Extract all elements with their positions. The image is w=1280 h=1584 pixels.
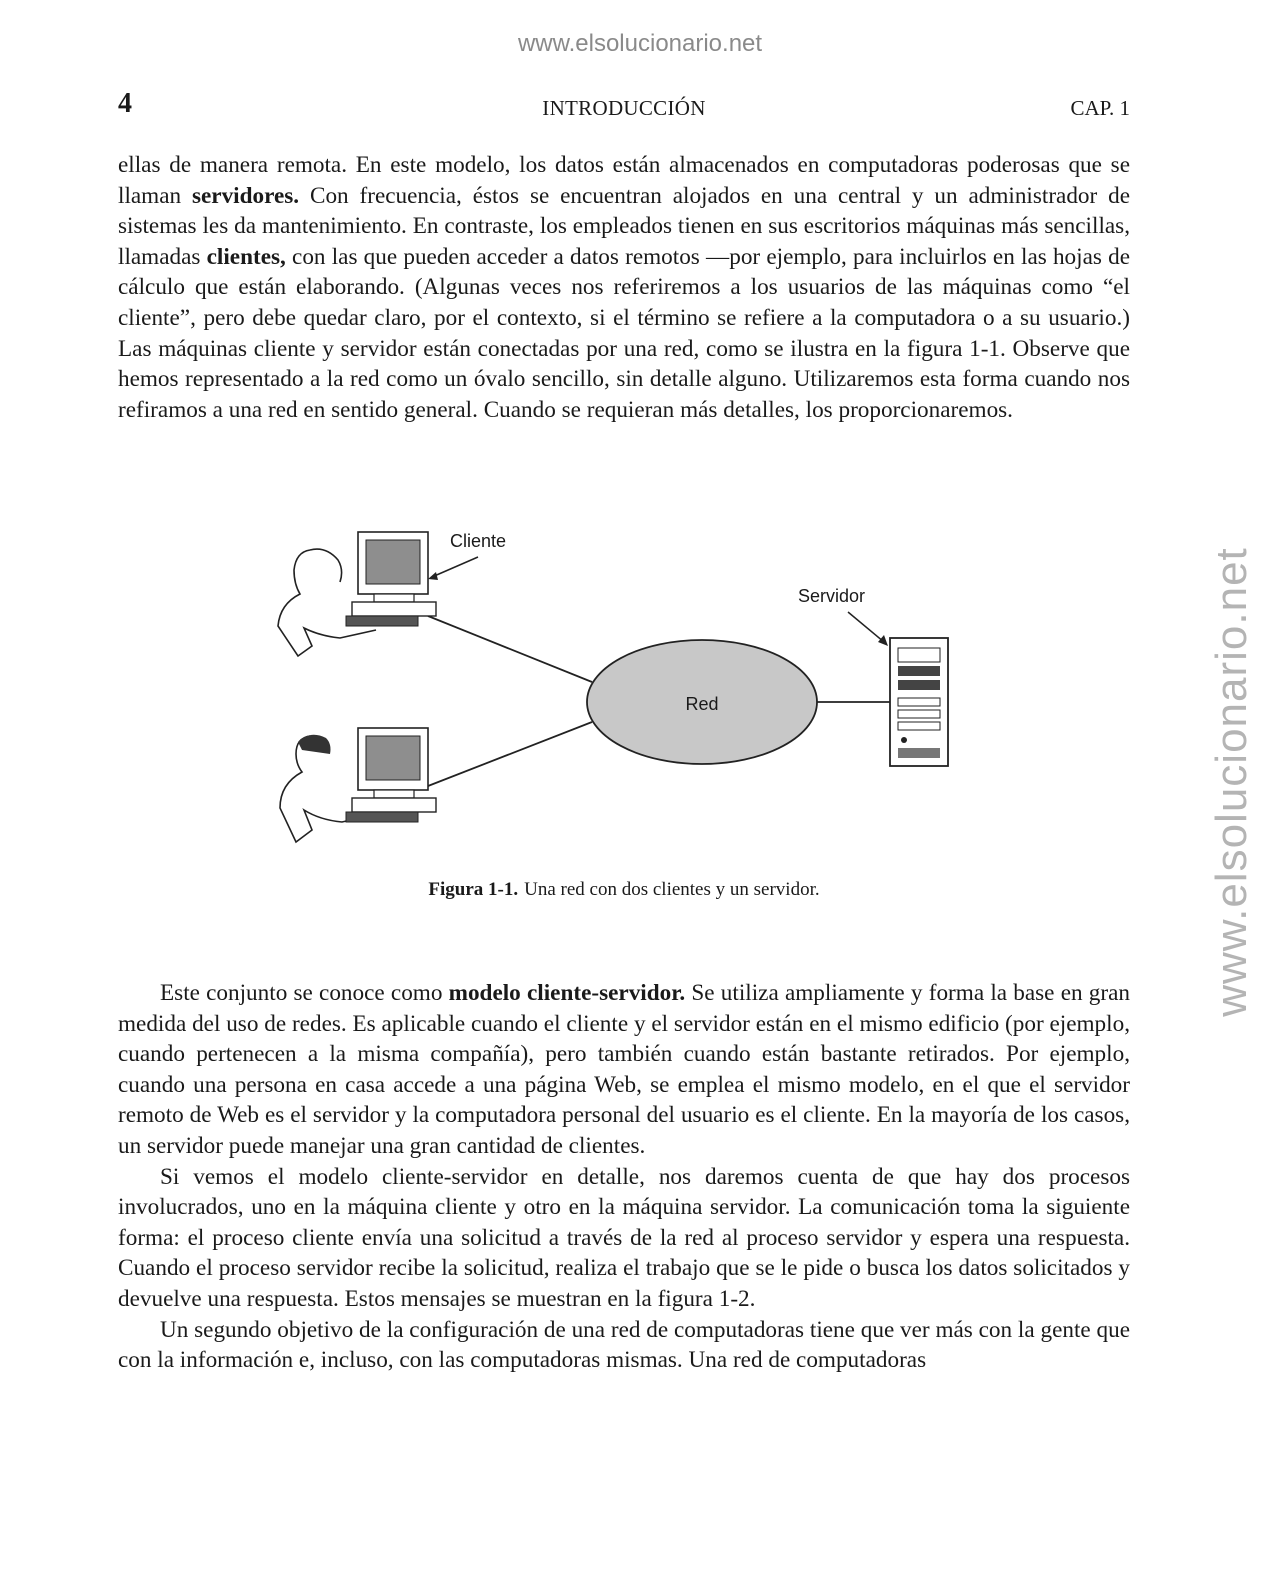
cpu-1: [352, 602, 436, 616]
client-2-workstation: [280, 728, 436, 842]
caption-text: Una red con dos clientes y un servidor.: [524, 879, 820, 900]
term-modelo-cliente-servidor: modelo cliente-servidor.: [448, 980, 686, 1006]
watermark-side: www.elsolucionario.net: [1207, 547, 1256, 1017]
page-header: [118, 88, 1130, 124]
paragraph-4: Un segundo objetivo de la configuración de una red de computadoras tiene que ver más con la gente que con la información e, incluso, con las computadoras mismas. Una red de computadoras: [118, 1316, 1130, 1374]
body-text-bottom: [118, 978, 1130, 1376]
keyboard-1: [346, 616, 418, 626]
cpu-2: [352, 798, 436, 812]
paragraph-2: Este conjunto se conoce como modelo cliente-servidor. Se utiliza ampliamente y forma la base en gran medida del uso de redes. Es aplicable cuando el cliente y el servidor están en el mismo edificio (por ejemplo, cuando pertenecen a la misma compañía), pero también cuando están bastante retirados. Por ejemplo, cuando una persona en casa accede a una página Web, se emplea el mismo modelo, en el que el servidor remoto de Web es el servidor y la computadora personal del usuario es el cliente. En la mayoría de los casos, un servidor puede manejar una gran cantidad de clientes.: [118, 980, 1130, 1159]
server-tower: [890, 638, 948, 766]
label-server: Servidor: [798, 586, 866, 606]
label-network: Red: [685, 694, 719, 714]
body-text-top: [118, 150, 1130, 425]
watermark-top: www.elsolucionario.net: [517, 30, 763, 57]
label-client: Cliente: [450, 531, 507, 551]
running-title: INTRODUCCIÓN: [542, 96, 706, 120]
term-servidores: servidores.: [191, 182, 300, 209]
link-client2-network: [428, 722, 592, 786]
figure-caption: [0, 879, 1248, 901]
page-number: 4: [118, 88, 132, 119]
caption-label: Figura 1-1.: [428, 879, 519, 900]
figure-1-1: [270, 520, 970, 860]
link-client1-network: [428, 616, 592, 682]
keyboard-2: [346, 812, 418, 822]
chapter-label: CAP. 1: [1070, 96, 1130, 120]
term-clientes: clientes,: [206, 243, 286, 270]
client-1-workstation: [278, 532, 436, 656]
paragraph-1: ellas de manera remota. En este modelo, los datos están almacenados en computadoras poderosas que se llaman servidores. Con frecuencia, éstos se encuentran alojados en una central y un administrador de sistemas les da mantenimiento. En contraste, los empleados tienen en sus escritorios máquinas más sencillas, llamadas clientes, con las que pueden acceder a datos remotos —por ejemplo, para incluirlos en las hojas de cálculo que están elaborando. (Algunas veces nos referiremos a los usuarios de las máquinas como “el cliente”, pero debe quedar claro, por el contexto, si el término se refiere a la computadora o a su usuario.) Las máquinas cliente y servidor están conectadas por una red, como se ilustra en la figura 1-1. Observe que hemos representado a la red como un óvalo sencillo, sin detalle alguno. Utilizaremos esta forma cuando nos refiramos a una red en sentido general. Cuando se requieran más detalles, los proporcionaremos.: [118, 152, 1131, 423]
paragraph-3: Si vemos el modelo cliente-servidor en detalle, nos daremos cuenta de que hay dos procesos involucrados, uno en la máquina cliente y otro en la máquina servidor. La comunicación toma la siguiente forma: el proceso cliente envía una solicitud a través de la red al proceso servidor y espera una respuesta. Cuando el proceso servidor recibe la solicitud, realiza el trabajo que se le pide o busca los datos solicitados y devuelve una respuesta. Estos mensajes se muestran en la figura 1-2.: [118, 1163, 1130, 1312]
